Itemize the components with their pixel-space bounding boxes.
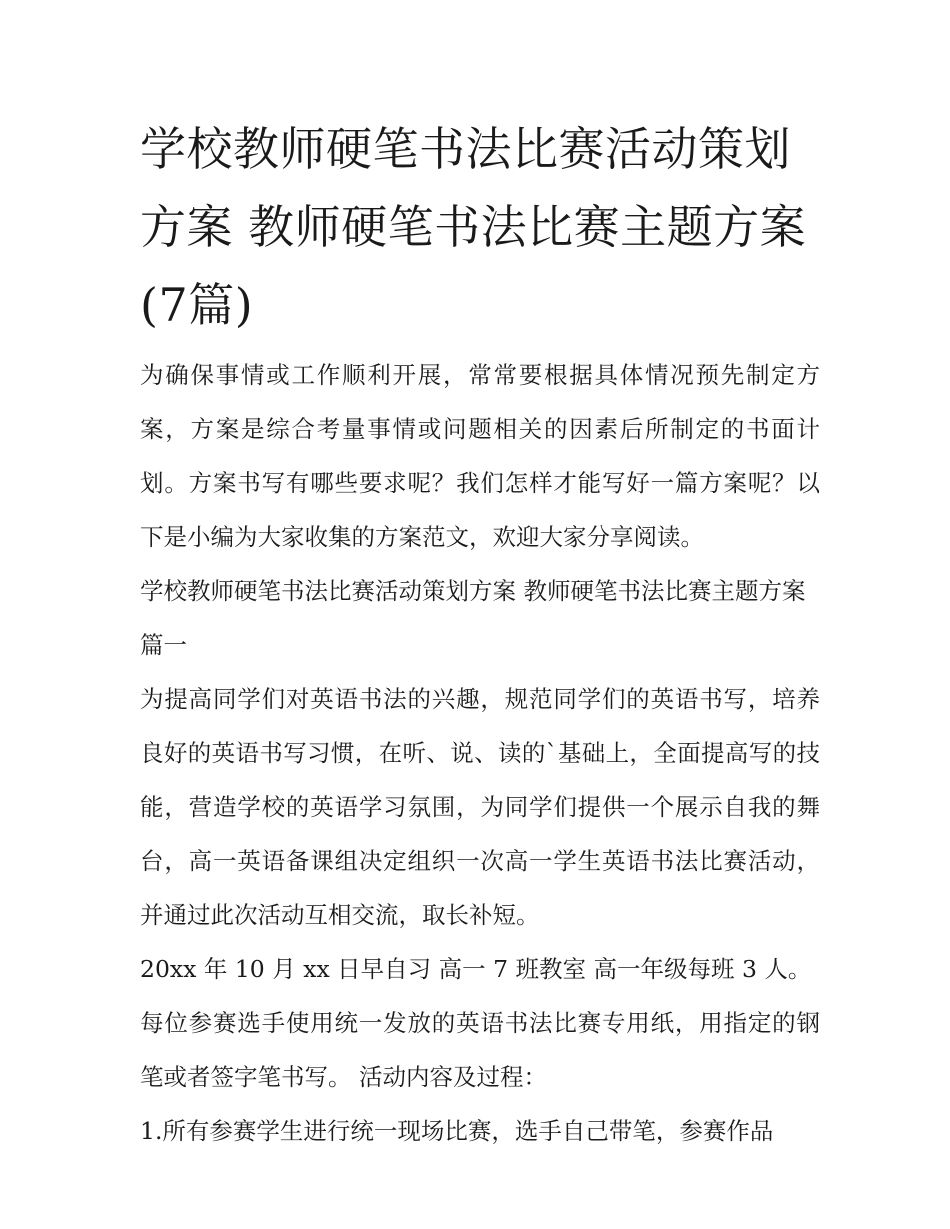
section-heading: 学校教师硬笔书法比赛活动策划方案 教师硬笔书法比赛主题方案篇一 — [140, 577, 806, 659]
body-paragraph-4: 1.所有参赛学生进行统一现场比赛，选手自己带笔，参赛作品 — [140, 1117, 774, 1145]
document-title: 学校教师硬笔书法比赛活动策划方案 教师硬笔书法比赛主题方案(7篇) — [140, 122, 807, 332]
body-paragraph-2: 20xx 年 10 月 xx 日早自习 高一 7 班教室 高一年级每班 3 人。 — [140, 955, 812, 983]
body-paragraph-3: 每位参赛选手使用统一发放的英语书法比赛专用纸，用指定的钢笔或者签字笔书写。 活动内容及过程： — [140, 1009, 820, 1091]
intro-paragraph: 为确保事情或工作顺利开展，常常要根据具体情况预先制定方案，方案是综合考量事情或问题相关的因素后所制定的书面计划。方案书写有哪些要求呢？我们怎样才能写好一篇方案呢？以下是小编为大家收集的方案范文，欢迎大家分享阅读。 — [140, 361, 820, 551]
document-body — [140, 110, 820, 1158]
body-paragraph-1: 为提高同学们对英语书法的兴趣，规范同学们的英语书写，培养良好的英语书写习惯，在听、说、读的`基础上，全面提高写的技能，营造学校的英语学习氛围，为同学们提供一个展示自我的舞台，高一英语备课组决定组织一次高一学生英语书法比赛活动，并通过此次活动互相交流，取长补短。 — [140, 685, 820, 929]
